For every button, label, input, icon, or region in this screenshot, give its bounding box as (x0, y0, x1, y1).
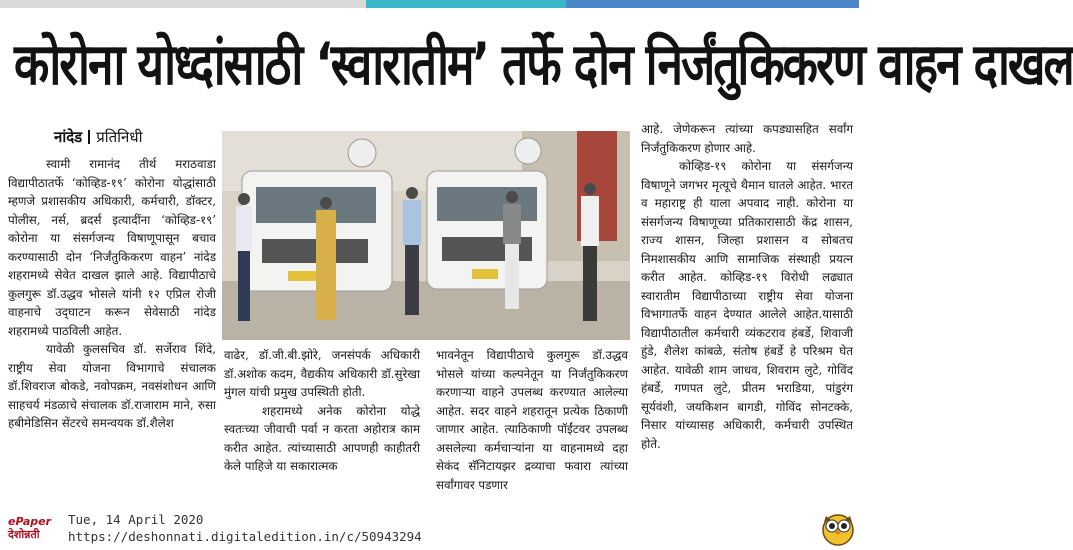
headline: कोरोना योध्दांसाठी ‘स्वारातीम’ तर्फे दोन निर्जंतुकिकरण वाहन दाखल (14, 30, 1073, 98)
paragraph: कोव्हिड-१९ कोरोना या संसर्गजन्य विषाणूने जगभर मृत्यूचे थैमान घातले आहेत. भारत व महाराष्ट्र ही याला अपवाद नाही. कोरोना या संसर्गजन्य विषाणूच्या प्रतिकारासाठी केंद्र शासन, राज्य शासन, जिल्हा प्रशासन व सोबतच निमशासकीय आणि सामाजिक संस्थाही प्रयत्न करीत आहेत. कोव्हिड-१९ विरोधी लढ्यात स्वारातीम विद्यापीठाच्या राष्ट्रीय सेवा योजना विभागातर्फे वाहन देण्यात आलेले आहेत.यासाठी विद्यापीठातील कर्मचारी व्यंकटराव हंबर्डे, शिवाजी हुंडे, शैलेश कांबळे, संतोष हंबर्डे हे परिश्रम घेत आहेत. यावेळी शाम जाधव, शिवराम लुटे, गोविंद हंबर्डे, गणपत लुटे, प्रीतम भराडिया, पांडुरंग सूर्यवंशी, जयकिशन बागडी, गोविंद सोनटक्के, निसार यांच्यासह अधिकारी, कर्मचारी उपस्थित होते. (641, 159, 853, 451)
paragraph: आहे. जेणेकरून त्यांच्या कपड्यासहित सर्वांग निर्जंतुकिकरण होणार आहे. (641, 122, 853, 155)
logo-line-2: देशोन्नती (8, 528, 40, 541)
owl-icon (820, 510, 856, 546)
footer-info (68, 511, 422, 545)
vehicles-photo (222, 131, 630, 340)
paragraph: स्वामी रामानंद तीर्थ मराठवाडा विद्यापीठातर्फे ‘कोव्हिड-१९’ कोरोना योद्धांसाठी म्हणजे प्रशासकीय अधिकारी, कर्मचारी, डॉक्टर, पोलीस, नर्स, ब्रदर्स इत्यादींना ‘कोव्हिड-१९’ कोरोना या संसर्गजन्य विषाणूपासून बचाव करण्यासाठी दोन ‘निर्जंतुकिकरण वाहन’ नांदेड शहरामध्ये सेवेत दाखल झाले आहे. विद्यापीठाचे कुलगुरू डॉ.उद्धव भोसले यांनी १२ एप्रिल रोजी वाहनाचे उद्‌घाटन करून सेवेसाठी नांदेड शहरामध्ये पाठविली आहेत. (8, 157, 216, 338)
byline-place: नांदेड (54, 128, 83, 146)
article-column-4 (641, 120, 853, 453)
article-column-2 (224, 346, 420, 476)
logo-line-1: ePaper (8, 515, 52, 528)
paragraph: यावेळी कुलसचिव डॉ. सर्जेराव शिंदे, राष्ट्रीय सेवा योजना विभागाचे संचालक डॉ.शिवराज बोकडे, नवोपक्रम, नवसंशोधन आणि साहचर्य मंडळाचे संचालक डॉ.राजाराम माने, रुसा हबीमेडिसिन सेंटरचे समन्वयक डॉ.शैलेश (8, 342, 216, 430)
paragraph: वाढेर, डॉ.जी.बी.झोरे, जनसंपर्क अधिकारी डॉ.अशोक कदम, वैद्यकीय अधिकारी डॉ.सुरेखा मुंगल यांची प्रमुख उपस्थिती होती. (224, 348, 420, 399)
article-column-3 (436, 346, 628, 494)
footer-date: Tue, 14 April 2020 (68, 512, 204, 527)
byline-reporter: प्रतिनिधी (96, 128, 143, 146)
byline (54, 127, 143, 147)
epaper-logo[interactable] (8, 516, 62, 546)
article-column-1 (8, 155, 216, 433)
paragraph: भावनेतून विद्यापीठाचे कुलगुरू डॉ.उद्धव भोसले यांच्या कल्पनेतून या निर्जंतुकिकरण करणाऱ्या वाहने उपलब्ध करण्यात आलेल्या आहेत. सदर वाहने शहरातून प्रत्येक ठिकाणी जाणार आहेत. त्याठिकाणी पॉईंटवर उपलब्ध असलेल्या कर्मचाऱ्यांना या वाहनामध्ये दहा सेकंद सॅनिटायझर द्रव्याचा फवारा त्यांच्या सर्वांगावर पडणार (436, 348, 628, 492)
top-color-bar (0, 0, 859, 8)
footer-url[interactable]: https://deshonnati.digitaledition.in/c/50943294 (68, 529, 422, 544)
paragraph: शहरामध्ये अनेक कोरोना योद्धे स्वतःच्या जीवाची पर्वा न करता अहोरात्र काम करीत आहेत. त्यांच्यासाठी आपणही काहीतरी केले पाहिजे या सकारात्मक (224, 403, 420, 473)
